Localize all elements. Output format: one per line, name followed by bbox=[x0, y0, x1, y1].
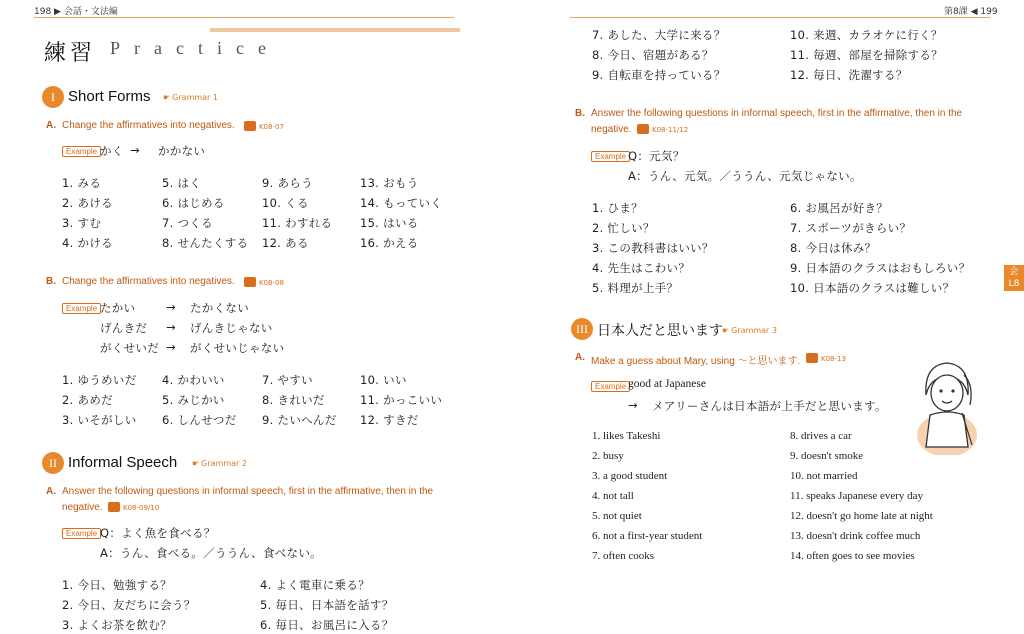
page-number-right: 第8課 ◀ 199 bbox=[944, 7, 998, 17]
list-item: 2. 忙しい？ bbox=[592, 221, 655, 235]
section-title-3: 日本人だと思います bbox=[597, 323, 723, 339]
list-item: 5. 料理が上手？ bbox=[592, 281, 679, 295]
list-item: 9. あらう bbox=[262, 176, 313, 190]
example-q: Q：元気？ bbox=[628, 149, 685, 163]
audio-track: K08-08 bbox=[259, 279, 284, 287]
exercise-letter: B. bbox=[575, 108, 585, 119]
example-a: メアリーさんは日本語が上手だと思います。 bbox=[652, 399, 887, 413]
audio-track: K08-13 bbox=[821, 355, 846, 363]
example-q: がくせいだ bbox=[100, 341, 159, 355]
grammar-ref-1: ☛ Grammar 1 bbox=[163, 93, 218, 102]
list-item: 8. きれいだ bbox=[262, 393, 325, 407]
list-item: 10. くる bbox=[262, 196, 309, 210]
list-item: 7. あした、大学に来る？ bbox=[592, 28, 726, 42]
list-item: 8. 今日、宿題がある？ bbox=[592, 48, 714, 62]
list-item: 10. 来週、カラオケに行く？ bbox=[790, 28, 943, 42]
arrow-icon: → bbox=[166, 300, 176, 314]
list-item: 4. かわいい bbox=[162, 373, 225, 387]
example-q: good at Japanese bbox=[628, 378, 706, 390]
example-badge: Example bbox=[62, 146, 101, 157]
list-item: 4. 先生はこわい？ bbox=[592, 261, 691, 275]
list-item: 2. あめだ bbox=[62, 393, 113, 407]
list-item: 9. 自転車を持っている？ bbox=[592, 68, 726, 82]
exercise-instruction-cont: negative. bbox=[62, 502, 103, 513]
list-item: 11. わすれる bbox=[262, 216, 333, 230]
list-item: 8. drives a car bbox=[790, 430, 852, 442]
list-item: 11. 毎週、部屋を掃除する？ bbox=[790, 48, 943, 62]
example-badge: Example bbox=[591, 151, 630, 162]
exercise-instruction: Answer the following questions in informal speech, first in the affirmative, then in the bbox=[591, 108, 963, 119]
list-item: 8. せんたくする bbox=[162, 236, 249, 250]
list-item: 12. すきだ bbox=[360, 413, 419, 427]
grammar-ref-3: ☛ Grammar 3 bbox=[722, 326, 777, 335]
list-item: 2. busy bbox=[592, 450, 624, 462]
list-item: 12. 毎日、洗濯する？ bbox=[790, 68, 908, 82]
list-item: 1. ゆうめいだ bbox=[62, 373, 137, 387]
exercise-letter: A. bbox=[575, 352, 585, 363]
list-item: 5. 毎日、日本語を話す？ bbox=[260, 598, 394, 612]
list-item: 15. はいる bbox=[360, 216, 419, 230]
list-item: 3. すむ bbox=[62, 216, 102, 230]
list-item: 4. not tall bbox=[592, 490, 634, 502]
audio-icon[interactable] bbox=[637, 124, 649, 134]
list-item: 3. よくお茶を飲む？ bbox=[62, 618, 172, 632]
list-item: 11. かっこいい bbox=[360, 393, 443, 407]
list-item: 13. doesn't drink coffee much bbox=[790, 530, 921, 542]
example-a: がくせいじゃない bbox=[190, 341, 285, 355]
exercise-instruction-cont: negative. bbox=[591, 124, 632, 135]
list-item: 6. 毎日、お風呂に入る？ bbox=[260, 618, 394, 632]
example-q: げんきだ bbox=[100, 321, 148, 335]
list-item: 2. あける bbox=[62, 196, 113, 210]
audio-track: K08-11/12 bbox=[652, 126, 689, 134]
example-a: かかない bbox=[158, 144, 206, 158]
list-item: 3. この教科書はいい？ bbox=[592, 241, 714, 255]
list-item: 6. お風呂が好き？ bbox=[790, 201, 889, 215]
list-item: 14. もっていく bbox=[360, 196, 443, 210]
arrow-icon: → bbox=[166, 320, 176, 334]
page-title-jp: 練習 bbox=[44, 41, 97, 66]
example-badge: Example bbox=[62, 528, 101, 539]
grammar-ref-2: ☛ Grammar 2 bbox=[192, 459, 247, 468]
audio-icon[interactable] bbox=[806, 353, 818, 363]
list-item: 9. たいへんだ bbox=[262, 413, 337, 427]
list-item: 2. 今日、友だちに会う？ bbox=[62, 598, 196, 612]
list-item: 13. おもう bbox=[360, 176, 419, 190]
section-title-2: Informal Speech bbox=[68, 454, 178, 471]
list-item: 5. はく bbox=[162, 176, 202, 190]
list-item: 1. ひま？ bbox=[592, 201, 643, 215]
lesson-side-tab: 会 L8 bbox=[1004, 265, 1024, 291]
example-a: A：うん、食べる。／ううん、食べない。 bbox=[100, 546, 322, 560]
audio-icon[interactable] bbox=[108, 502, 120, 512]
list-item: 11. speaks Japanese every day bbox=[790, 490, 924, 502]
header-rule-right bbox=[570, 17, 990, 18]
title-rule bbox=[210, 28, 460, 32]
list-item: 5. not quiet bbox=[592, 510, 642, 522]
list-item: 3. a good student bbox=[592, 470, 668, 482]
list-item: 10. not married bbox=[790, 470, 858, 482]
section-numeral-1: I bbox=[42, 86, 64, 108]
list-item: 9. doesn't smoke bbox=[790, 450, 864, 462]
section-numeral-2: II bbox=[42, 452, 64, 474]
list-item: 6. はじめる bbox=[162, 196, 225, 210]
arrow-icon: → bbox=[166, 340, 176, 354]
list-item: 7. スポーツがきらい？ bbox=[790, 221, 912, 235]
list-item: 16. かえる bbox=[360, 236, 419, 250]
audio-icon[interactable] bbox=[244, 121, 256, 131]
list-item: 6. しんせつだ bbox=[162, 413, 237, 427]
exercise-letter: A. bbox=[46, 486, 56, 497]
page-title-en: Practice bbox=[110, 38, 280, 58]
list-item: 12. ある bbox=[262, 236, 309, 250]
list-item: 3. いそがしい bbox=[62, 413, 137, 427]
list-item: 9. 日本語のクラスはおもしろい？ bbox=[790, 261, 971, 275]
example-badge: Example bbox=[591, 381, 630, 392]
list-item: 10. 日本語のクラスは難しい？ bbox=[790, 281, 955, 295]
list-item: 7. つくる bbox=[162, 216, 213, 230]
list-item: 4. かける bbox=[62, 236, 113, 250]
exercise-instruction: Change the affirmatives into negatives. bbox=[62, 276, 235, 287]
page-number-left: 198 ▶ 会話・文法編 bbox=[34, 7, 118, 17]
example-a: たかくない bbox=[190, 301, 249, 315]
section-numeral-3: III bbox=[571, 318, 593, 340]
example-q: Q：よく魚を食べる？ bbox=[100, 526, 216, 540]
list-item: 1. likes Takeshi bbox=[592, 430, 661, 442]
example-q: かく bbox=[100, 144, 124, 158]
example-q: たかい bbox=[100, 301, 136, 315]
exercise-letter: B. bbox=[46, 276, 56, 287]
exercise-instruction: Answer the following questions in informal speech, first in the affirmative, then in the bbox=[62, 486, 434, 497]
example-a: げんきじゃない bbox=[190, 321, 273, 335]
list-item: 1. みる bbox=[62, 176, 102, 190]
list-item: 1. 今日、勉強する？ bbox=[62, 578, 172, 592]
audio-track: K08-07 bbox=[259, 123, 284, 131]
mary-illustration bbox=[912, 355, 982, 455]
example-badge: Example bbox=[62, 303, 101, 314]
exercise-letter: A. bbox=[46, 120, 56, 131]
list-item: 5. みじかい bbox=[162, 393, 225, 407]
audio-icon[interactable] bbox=[244, 277, 256, 287]
list-item: 7. often cooks bbox=[592, 550, 655, 562]
list-item: 12. doesn't go home late at night bbox=[790, 510, 933, 522]
section-title-1: Short Forms bbox=[68, 88, 151, 105]
list-item: 7. やすい bbox=[262, 373, 313, 387]
header-rule-left bbox=[34, 17, 454, 18]
list-item: 14. often goes to see movies bbox=[790, 550, 915, 562]
list-item: 6. not a first-year student bbox=[592, 530, 703, 542]
list-item: 8. 今日は休み？ bbox=[790, 241, 877, 255]
exercise-instruction: Change the affirmatives into negatives. bbox=[62, 120, 235, 131]
exercise-instruction: Make a guess about Mary, using ～と思います. bbox=[591, 356, 801, 367]
arrow-icon: → bbox=[628, 398, 638, 412]
example-a: A：うん、元気。／ううん、元気じゃない。 bbox=[628, 169, 862, 183]
list-item: 4. よく電車に乗る？ bbox=[260, 578, 370, 592]
audio-track: K08-09/10 bbox=[123, 504, 160, 512]
list-item: 10. いい bbox=[360, 373, 407, 387]
arrow-icon: → bbox=[130, 143, 140, 157]
